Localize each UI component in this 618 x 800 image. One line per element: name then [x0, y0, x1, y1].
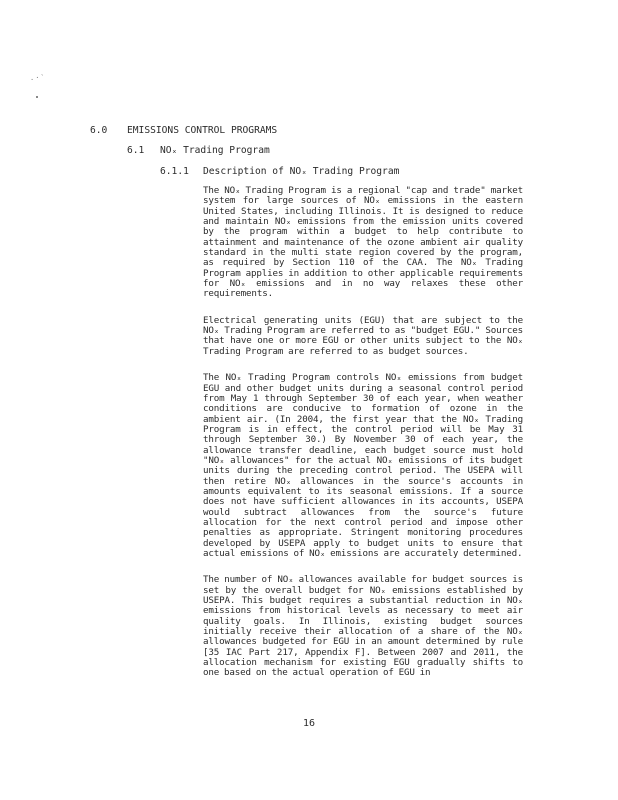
subsection-title: NOₓ Trading Program	[160, 145, 270, 156]
body-text	[203, 186, 523, 695]
subsection-number: 6.1	[127, 145, 145, 156]
paragraph: The number of NOₓ allowances available for budget sources is set by the overall budget for NOₓ emissions established by USEPA. This budget requires a substantial reduction in NOₓ emissions from historical levels as necessary to meet air quality goals. In Illinois, existing budget sources initially receive their allocation of a share of the NOₓ allowances budgeted for EGU in an amount determined by rule [35 IAC Part 217, Appendix F]. Between 2007 and 2011, the allocation mechanism for existing EGU gradually shifts to one based on the actual operation of EGU in	[203, 574, 523, 679]
paragraph: The NOₓ Trading Program controls NOₓ emissions from budget EGU and other budget units during a seasonal control period from May 1 through September 30 of each year, when weather conditions are conducive to formation of ozone in the ambient air. (In 2004, the first year that the NOₓ Trading Program is in effect, the control period will be May 31 through September 30.) By November 30 of each year, the allowance transfer deadline, each budget source must hold "NOₓ allowances" for the actual NOₓ emissions of its budget units during the preceding control period. The USEPA will then retire NOₓ allowances in the source's accounts in amounts equivalent to its seasonal emissions. If a source does not have sufficient allowances in its accounts, USEPA would subtract allowances from the source's future allocation for the next control period and impose other penalties as appropriate. Stringent monitoring procedures developed by USEPA apply to budget units to ensure that actual emissions of NOₓ emissions are accurately determined.	[203, 372, 523, 559]
scan-artifact: .·`	[30, 74, 46, 82]
subsubsection-title: Description of NOₓ Trading Program	[203, 166, 400, 177]
section-number: 6.0	[90, 125, 108, 136]
page-number: 16	[302, 718, 316, 729]
subsubsection-number: 6.1.1	[160, 166, 189, 177]
scan-artifact-dot	[36, 96, 38, 98]
paragraph: Electrical generating units (EGU) that are subject to the NOₓ Trading Program are referred to as "budget EGU." Sources that have one or more EGU or other units subject to the NOₓ Trading Program are referred to as budget sources.	[203, 314, 523, 357]
section-title: EMISSIONS CONTROL PROGRAMS	[127, 125, 278, 136]
paragraph: The NOₓ Trading Program is a regional "cap and trade" market system for large sources of NOₓ emissions in the eastern United States, including Illinois. It is designed to reduce and maintain NOₓ emissions from the emission units covered by the program within a budget to help contribute to attainment and maintenance of the ozone ambient air quality standard in the multi state region covered by the program, as required by Section 110 of the CAA. The NOₓ Trading Program applies in addition to other applicable requirements for NOₓ emissions and in no way relaxes these other requirements.	[203, 185, 523, 300]
